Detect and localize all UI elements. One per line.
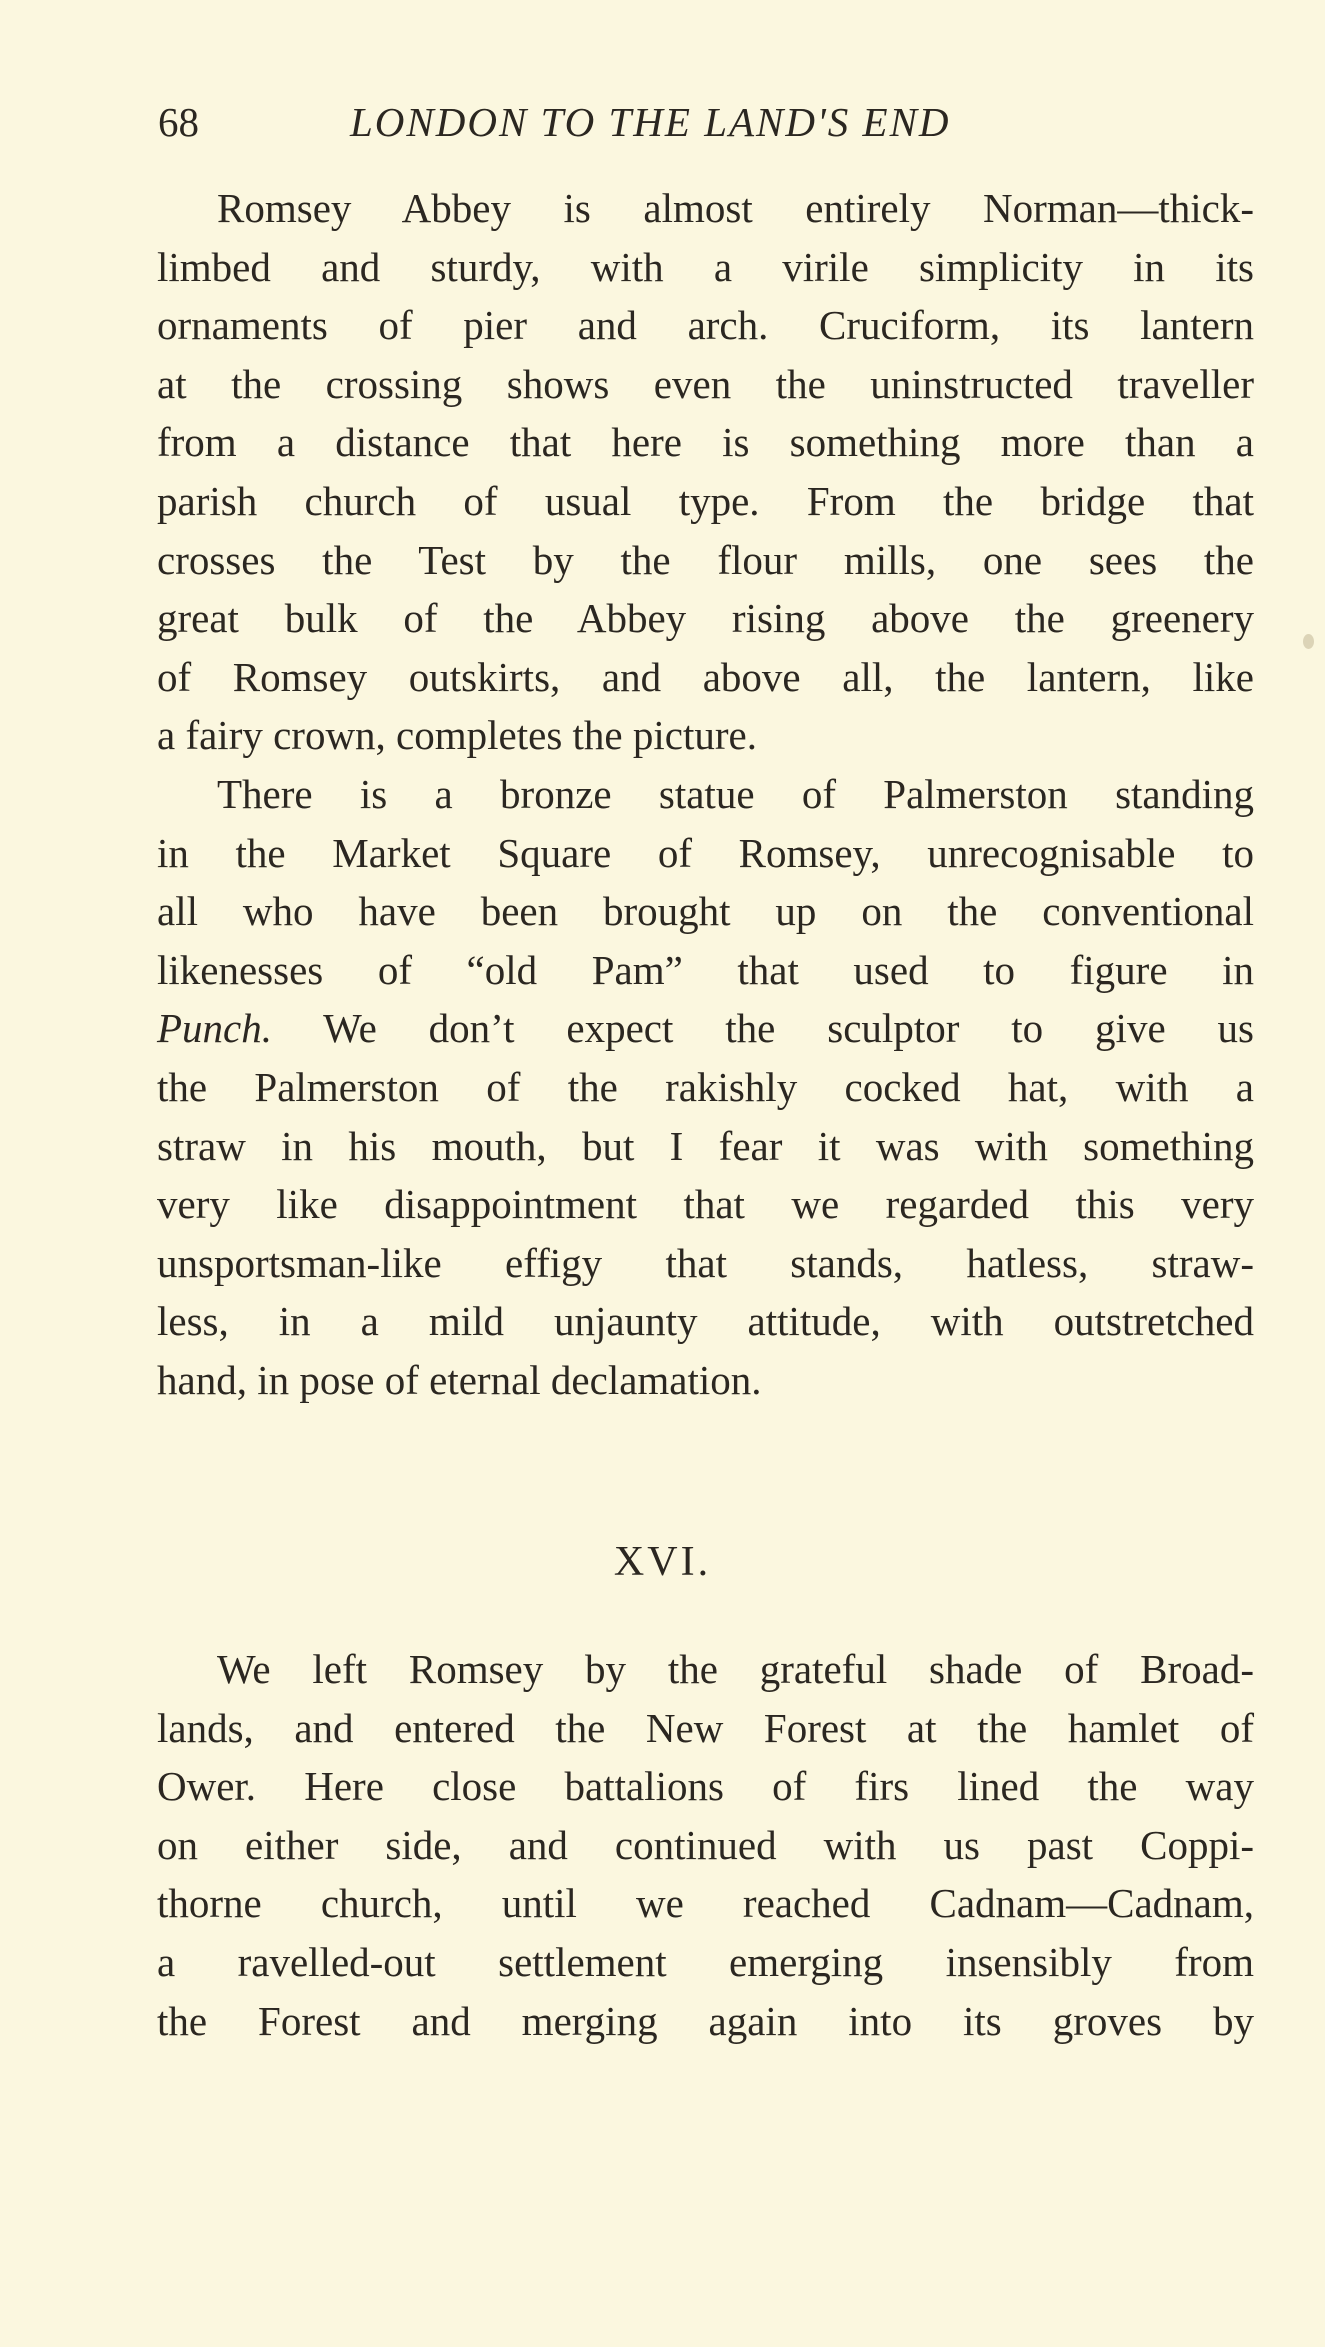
italic-title-punch: Punch. bbox=[157, 1005, 272, 1052]
text-line: unsportsman-like effigy that stands, hatless, straw- bbox=[157, 1239, 1254, 1286]
text-line: straw in his mouth, but I fear it was with something bbox=[157, 1122, 1254, 1169]
text-line: thorne church, until we reached Cadnam—Cadnam, bbox=[157, 1880, 1254, 1927]
text-line: There is a bronze statue of Palmerston standing bbox=[217, 770, 1254, 817]
text-line: all who have been brought up on the conventional bbox=[157, 888, 1254, 935]
text-line: the Palmerston of the rakishly cocked hat, with a bbox=[157, 1063, 1254, 1110]
page-number: 68 bbox=[158, 99, 199, 145]
text-line: lands, and entered the New Forest at the hamlet of bbox=[157, 1704, 1254, 1751]
text-line: parish church of usual type. From the bridge that bbox=[157, 477, 1254, 524]
text-line: great bulk of the Abbey rising above the greenery bbox=[157, 595, 1254, 642]
paragraph-romsey-abbey bbox=[157, 179, 1254, 1409]
text-line: of Romsey outskirts, and above all, the lantern, like bbox=[157, 653, 1254, 700]
text-line: at the crossing shows even the uninstructed traveller bbox=[157, 360, 1254, 407]
text-line: We left Romsey by the grateful shade of Broad- bbox=[217, 1646, 1254, 1692]
text-line: limbed and sturdy, with a virile simplicity in its bbox=[157, 243, 1254, 290]
text-line: from a distance that here is something more than a bbox=[157, 419, 1254, 466]
text-line: ornaments of pier and arch. Cruciform, its lantern bbox=[157, 302, 1254, 349]
text-line: less, in a mild unjaunty attitude, with outstretched bbox=[157, 1298, 1254, 1345]
text-line: in the Market Square of Romsey, unrecognisable to bbox=[157, 829, 1254, 876]
section-heading: XVI. bbox=[613, 1539, 712, 1585]
paper-speck bbox=[1303, 634, 1314, 649]
text-line: crosses the Test by the flour mills, one sees the bbox=[157, 536, 1254, 583]
text-line: on either side, and continued with us past Coppi- bbox=[157, 1821, 1254, 1868]
running-title: LONDON TO THE LAND'S END bbox=[350, 99, 951, 145]
text-line: a ravelled-out settlement emerging insensibly from bbox=[157, 1938, 1254, 1985]
text-line: Ower. Here close battalions of firs lined the way bbox=[157, 1763, 1254, 1810]
text-line: the Forest and merging again into its groves by bbox=[157, 1997, 1254, 2044]
text-run: We don’t expect the sculptor to give us bbox=[323, 1005, 1255, 1052]
running-head bbox=[158, 92, 1258, 152]
text-line: hand, in pose of eternal declamation. bbox=[157, 1356, 762, 1403]
paragraph-new-forest bbox=[157, 1640, 1254, 2050]
text-line: likenesses of “old Pam” that used to figure in bbox=[157, 946, 1254, 993]
text-line: Romsey Abbey is almost entirely Norman—thick- bbox=[217, 185, 1254, 231]
text-line: very like disappointment that we regarded this very bbox=[157, 1181, 1254, 1228]
text-line-with-italic bbox=[157, 999, 1254, 1058]
text-line: a fairy crown, completes the picture. bbox=[157, 712, 757, 759]
